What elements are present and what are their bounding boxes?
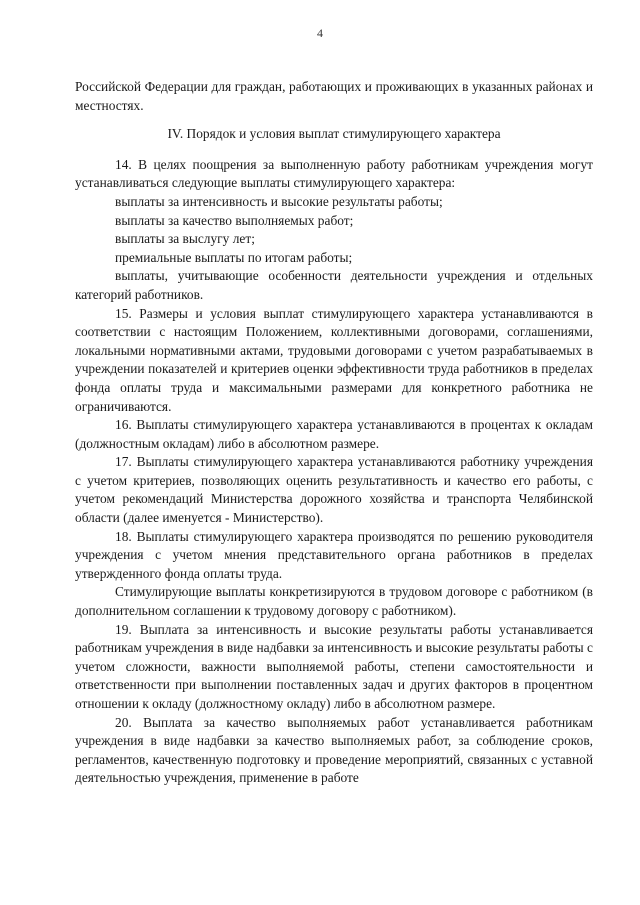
document-body bbox=[75, 78, 593, 788]
list-item: выплаты за качество выполняемых работ; bbox=[115, 212, 354, 228]
list-item: премиальные выплаты по итогам работы; bbox=[115, 249, 353, 265]
section-heading: IV. Порядок и условия выплат стимулирующего характера bbox=[167, 126, 501, 142]
paragraph-15: 15. Размеры и условия выплат стимулирующего характера устанавливаются в соответствии с настоящим Положением, коллективными договорами, соглашениями, локальными нормативными актами, трудовыми договорами с учетом разрабатываемых в учреждении показателей и критериев оценки эффективности труда работников в пределах фонда оплаты труда и максимальными размерами для конкретного работника не ограничиваются. bbox=[75, 305, 593, 414]
paragraph-17: 17. Выплаты стимулирующего характера устанавливаются работнику учреждения с учетом критериев, позволяющих оценить результативность и качество его работы, с учетом рекомендаций Министерства дорожного хозяйства и транспорта Челябинской области (далее именуется - Министерство). bbox=[75, 454, 593, 526]
paragraph-18-b: Стимулирующие выплаты конкретизируются в трудовом договоре с работником (в дополнительном соглашении к трудовому договору с работником). bbox=[75, 584, 593, 619]
intro-paragraph: Российской Федерации для граждан, работающих и проживающих в указанных районах и местностях. bbox=[75, 79, 593, 113]
list-item-last: выплаты, учитывающие особенности деятельности учреждения и отдельных категорий работников. bbox=[75, 268, 593, 302]
paragraph-16: 16. Выплаты стимулирующего характера устанавливаются в процентах к окладам (должностным окладам) либо в абсолютном размере. bbox=[75, 417, 593, 451]
paragraph-19: 19. Выплата за интенсивность и высокие результаты работы устанавливается работникам учреждения в виде надбавки за интенсивность и высокие результаты работы с учетом сложности, важности выполняемой работы, степени самостоятельности и ответственности при выполнении поставленных задач и других факторов в процентном отношении к окладу (должностному окладу) либо в абсолютном размере. bbox=[75, 621, 593, 711]
paragraph-14: 14. В целях поощрения за выполненную работу работникам учреждения могут устанавливаться следующие выплаты стимулирующего характера: bbox=[75, 156, 593, 191]
list-item: выплаты за интенсивность и высокие результаты работы; bbox=[115, 193, 443, 209]
paragraph-20: 20. Выплата за качество выполняемых работ устанавливается работникам учреждения в виде надбавки за качество выполняемых работ, за соблюдение сроков, регламентов, качественную подготовку и проведение мероприятий, связанных с уставной деятельностью учреждения, применение в работе bbox=[75, 714, 593, 786]
list-item: выплаты за выслугу лет; bbox=[115, 231, 255, 247]
paragraph-18: 18. Выплаты стимулирующего характера производятся по решению руководителя учреждения с учетом мнения представительного органа работников в пределах утвержденного фонда оплаты труда. bbox=[75, 528, 593, 581]
page-number: 4 bbox=[317, 26, 323, 40]
